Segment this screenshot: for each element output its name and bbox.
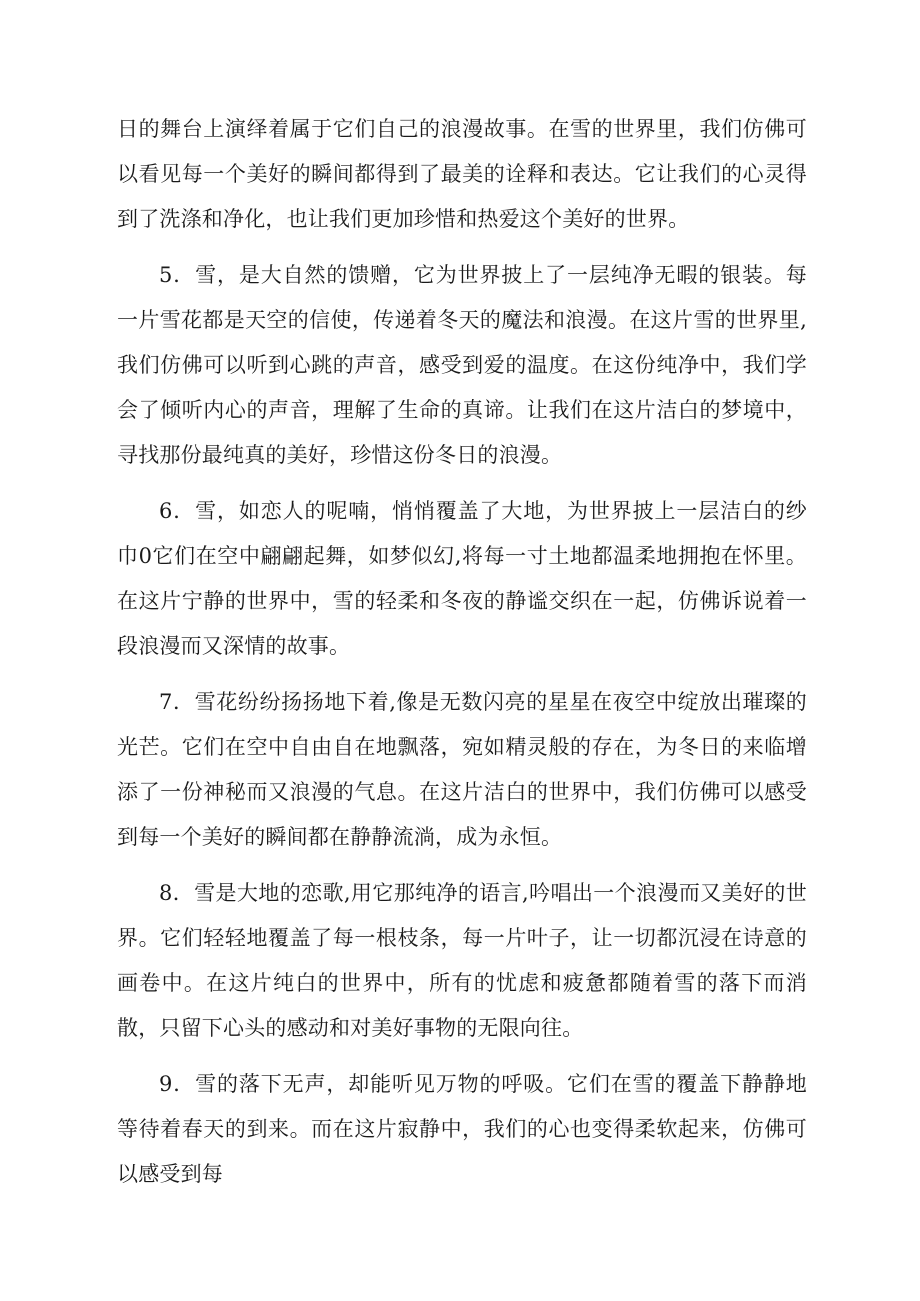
- paragraph-7: 7．雪花纷纷扬扬地下着,像是无数闪亮的星星在夜空中绽放出璀璨的光芒。它们在空中自由自在地飘落，宛如精灵般的存在，为冬日的来临增添了一份神秘而又浪漫的气息。在这片洁白的世界中，我们仿佛可以感受到每一个美好的瞬间都在静静流淌，成为永恒。: [117, 690, 807, 849]
- paragraph-5: 5．雪，是大自然的馈赠，它为世界披上了一层纯净无暇的银装。每一片雪花都是天空的信使，传递着冬天的魔法和浪漫。在这片雪的世界里,我们仿佛可以听到心跳的声音，感受到爱的温度。在这份纯净中，我们学会了倾听内心的声音，理解了生命的真谛。让我们在这片洁白的梦境中，寻找那份最纯真的美好，珍惜这份冬日的浪漫。: [117, 263, 807, 467]
- paragraph-9: 9．雪的落下无声，却能听见万物的呼吸。它们在雪的覆盖下静静地等待着春天的到来。而在这片寂静中，我们的心也变得柔软起来，仿佛可以感受到每: [117, 1072, 807, 1186]
- document-body: [117, 107, 807, 1208]
- paragraph-4-continued: 日的舞台上演绎着属于它们自己的浪漫故事。在雪的世界里，我们仿佛可以看见每一个美好的瞬间都得到了最美的诠释和表达。它让我们的心灵得到了洗涤和净化，也让我们更加珍惜和热爱这个美好的世界。: [117, 117, 807, 231]
- paragraph-8: 8．雪是大地的恋歌,用它那纯净的语言,吟唱出一个浪漫而又美好的世界。它们轻轻地覆盖了每一根枝条，每一片叶子，让一切都沉浸在诗意的画卷中。在这片纯白的世界中，所有的忧虑和疲惫都随着雪的落下而消散，只留下心头的感动和对美好事物的无限向往。: [117, 881, 807, 1040]
- paragraph-6: 6．雪，如恋人的呢喃，悄悄覆盖了大地，为世界披上一层洁白的纱巾0它们在空中翩翩起舞，如梦似幻,将每一寸土地都温柔地拥抱在怀里。在这片宁静的世界中，雪的轻柔和冬夜的静谧交织在一起，仿佛诉说着一段浪漫而又深情的故事。: [117, 499, 807, 658]
